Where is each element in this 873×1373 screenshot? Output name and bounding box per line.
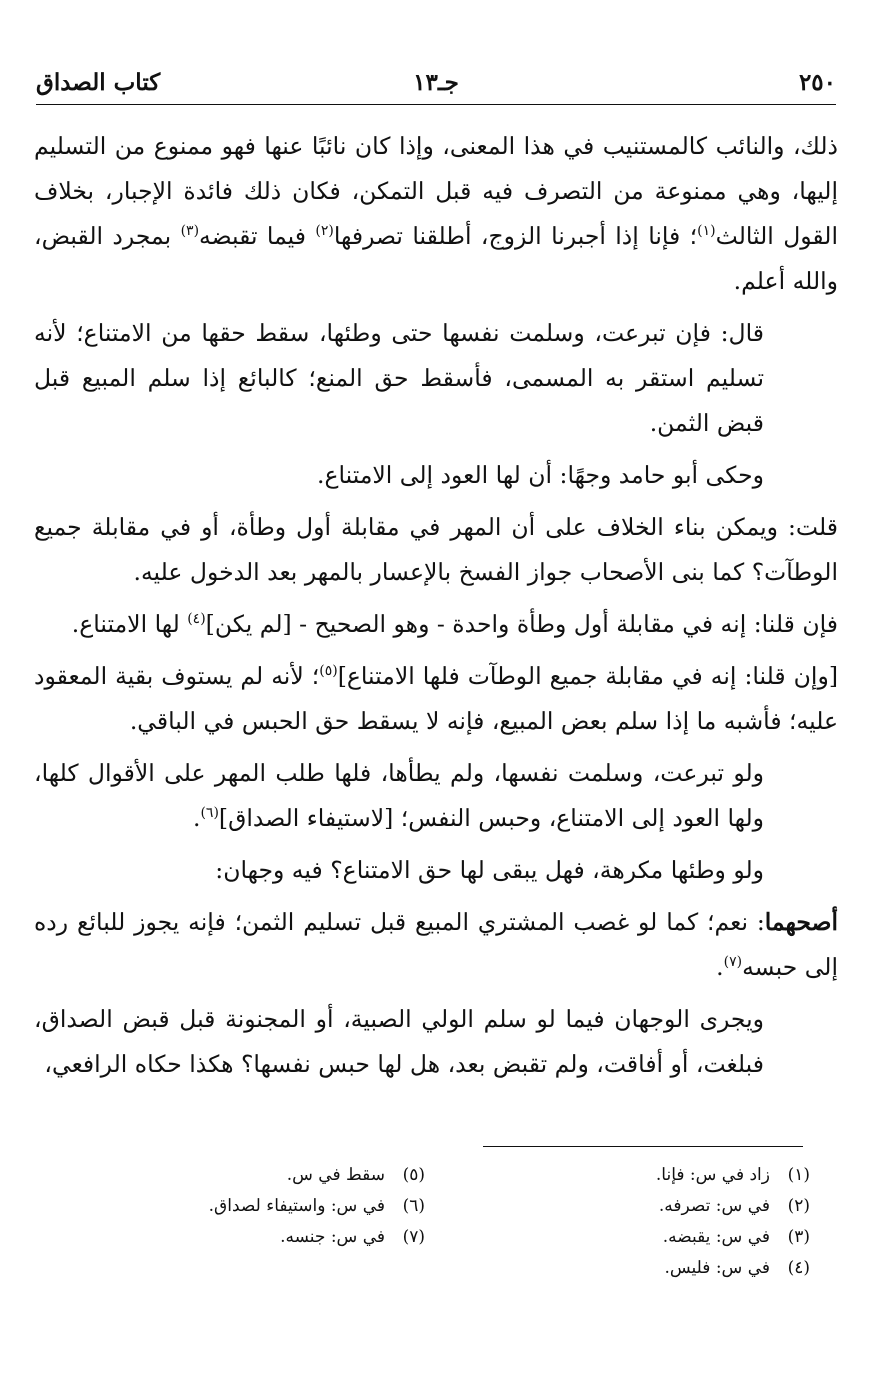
paragraph-7: ولو تبرعت، وسلمت نفسها، ولم يطأها، فلها طلب المهر على الأقوال كلها، ولها العود إلى الامتناع، وحبس النفس؛ [لاستيفاء الصداق]$^{(٦)}$. (34, 759, 764, 832)
footnote-2: (٢)في س: تصرفه. (658, 1196, 810, 1216)
footnote-6: (٦)في س: واستيفاء لصداق. (208, 1196, 425, 1216)
paragraph-5: فإن قلنا: إنه في مقابلة أول وطأة واحدة - وهو الصحيح - [لم يكن]$^{(٤)}$ لها الامتناع. (71, 610, 838, 638)
footnote-ref-5: (٥) (319, 663, 338, 680)
footnote-ref-7: (٧) (723, 954, 743, 971)
footnote-column-left (209, 1160, 425, 1253)
paragraph-9: أصحهما: نعم؛ كما لو غصب المشتري المبيع قبل تسليم الثمن؛ فإنه يجوز للبائع رده إلى حبسه$^{(٧)}$. (34, 908, 838, 981)
footnote-ref-6: (٦) (200, 805, 219, 822)
footnote-column-right (656, 1160, 810, 1284)
book-title: كتاب الصداق (36, 69, 161, 96)
footnote-7: (٧)في س: جنسه. (280, 1227, 425, 1247)
footnote-1: (١)زاد في س: فإنا. (655, 1165, 810, 1185)
footnote-4: (٤)في س: فليس. (664, 1258, 810, 1278)
paragraph-1: ذلك، والنائب كالمستنيب في هذا المعنى، وإذا كان نائبًا عنها فهو ممنوع من التسليم إليها، وهي ممنوعة من التصرف فيه قبل التمكن، فكان ذلك فائدة الإجبار، بخلاف القول الثالث$^{(١)}$؛ فإنا إذا أجبرنا الزوج، أطلقنا تصرفها$^{(٢)}$ فيما تقبضه$^{(٣)}$ بمجرد القبض، والله أعلم. (34, 132, 838, 295)
paragraph-8: ولو وطئها مكرهة، فهل يبقى لها حق الامتناع؟ فيه وجهان: (215, 856, 764, 884)
running-header (36, 66, 836, 100)
footnote-ref-2: (٢) (315, 223, 334, 240)
footnote-rule (483, 1146, 803, 1147)
volume-number: جـ١٣ (413, 69, 459, 96)
main-text (34, 124, 838, 1094)
paragraph-3: وحكى أبو حامد وجهًا: أن لها العود إلى الامتناع. (316, 461, 764, 489)
page-number: ٢٥٠ (798, 69, 836, 96)
paragraph-2: قال: فإن تبرعت، وسلمت نفسها حتى وطئها، سقط حقها من الامتناع؛ لأنه تسليم استقر به المسمى، فأسقط حق المنع؛ كالبائع إذا سلم المبيع قبل قبض الثمن. (34, 319, 764, 437)
footnotes (150, 1160, 810, 1300)
paragraph-10: ويجرى الوجهان فيما لو سلم الولي الصبية، أو المجنونة قبل قبض الصداق، فبلغت، أو أفاقت، ولم تقبض بعد، هل لها حبس نفسها؟ هكذا حكاه الرافعي، (34, 1005, 764, 1078)
header-rule (36, 104, 836, 105)
paragraph-4: قلت: ويمكن بناء الخلاف على أن المهر في مقابلة أول وطأة، أو في مقابلة جميع الوطآت؟ كما بنى الأصحاب جواز الفسخ بالإعسار بالمهر بعد الدخول عليه. (34, 513, 838, 586)
footnote-ref-4: (٤) (187, 611, 206, 628)
footnote-ref-3: (٣) (180, 223, 200, 240)
footnote-ref-1: (١) (697, 223, 716, 240)
footnote-5: (٥)سقط في س. (286, 1165, 425, 1185)
paragraph-6: [وإن قلنا: إنه في مقابلة جميع الوطآت فلها الامتناع]$^{(٥)}$؛ لأنه لم يستوف بقية المعقود عليه؛ فأشبه ما إذا سلم بعض المبيع، فإنه لا يسقط حق الحبس في الباقي. (34, 662, 838, 735)
footnote-3: (٣)في س: يقبضه. (662, 1227, 810, 1247)
